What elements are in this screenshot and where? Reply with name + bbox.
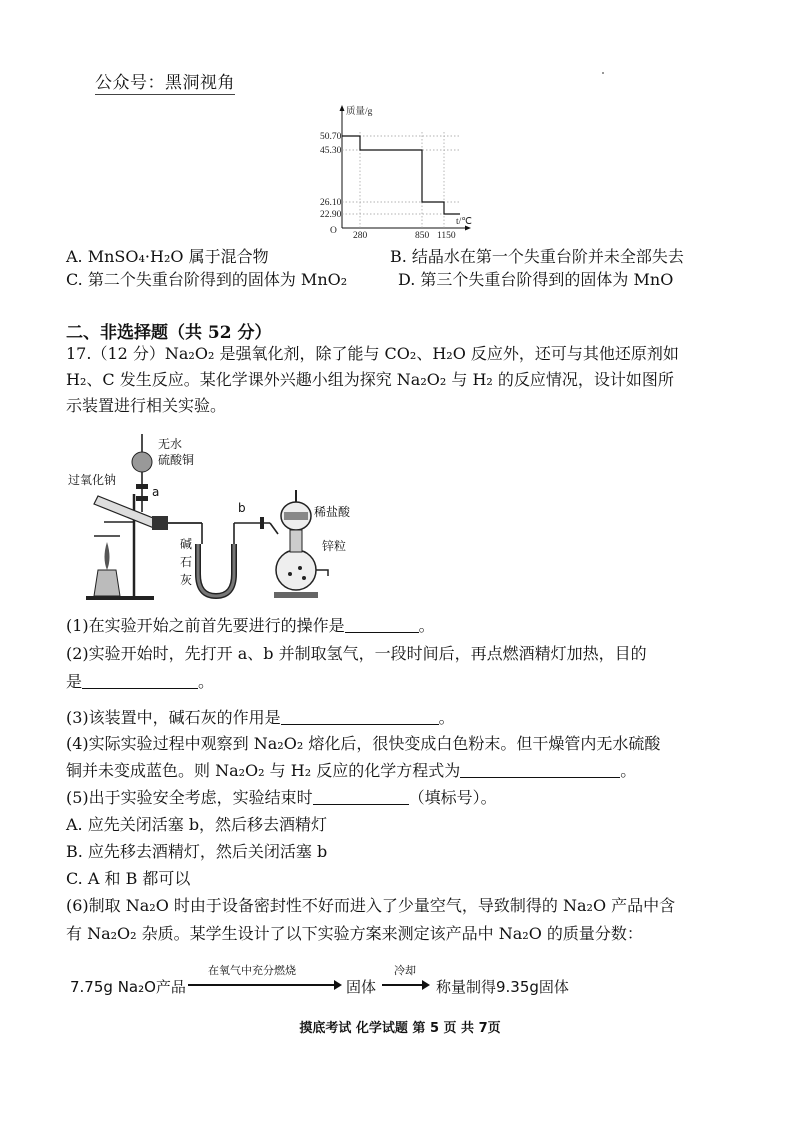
label-hcl: 稀盐酸 bbox=[314, 505, 351, 519]
y-tick-label: 26.10 bbox=[320, 198, 342, 208]
q17-part-5-option-b: B. 应先移去酒精灯，然后关闭活塞 b bbox=[66, 842, 328, 861]
flow-arrow-2 bbox=[382, 984, 426, 986]
flow-mid: 固体 bbox=[346, 978, 377, 996]
q17-part-4-line-1: (4)实际实验过程中观察到 Na₂O₂ 熔化后，很快变成白色粉末。但干燥管内无水硫酸 bbox=[66, 734, 661, 753]
option-a: A. MnSO₄·H₂O 属于混合物 bbox=[66, 247, 269, 266]
x-tick-label: 1150 bbox=[437, 231, 456, 241]
q17-part-1 bbox=[66, 613, 435, 639]
page-footer: 摸底考试 化学试题 第 5 页 共 7页 bbox=[299, 1021, 501, 1036]
q17-part-5 bbox=[66, 785, 497, 811]
option-d: D. 第三个失重台阶得到的固体为 MnO bbox=[398, 270, 674, 289]
q17-part-5-text: (5)出于实验安全考虑，实验结束时 bbox=[66, 788, 313, 807]
q17-intro-line-3: 示装置进行相关实验。 bbox=[66, 396, 227, 415]
x-axis-label: t/℃ bbox=[456, 217, 472, 227]
flow-arrow-2-head bbox=[422, 980, 430, 990]
flow-arrow-1-head bbox=[334, 980, 342, 990]
q17-part-3 bbox=[66, 705, 455, 731]
x-tick-label: 280 bbox=[353, 231, 368, 241]
answer-blank-2[interactable] bbox=[82, 670, 198, 689]
y-tick-label: 50.70 bbox=[320, 132, 342, 142]
q17-part-1-text: (1)在实验开始之前首先要进行的操作是 bbox=[66, 616, 345, 635]
y-axis-label: 质量/g bbox=[346, 107, 373, 117]
q17-part-2-line-2 bbox=[66, 669, 214, 695]
label-lime-2: 石 bbox=[180, 555, 193, 569]
flow-start: 7.75g Na₂O产品 bbox=[70, 978, 186, 996]
q17-part-6-line-2: 有 Na₂O₂ 杂质。某学生设计了以下实验方案来测定该产品中 Na₂O 的质量分数： bbox=[66, 924, 643, 943]
option-c: C. 第二个失重台阶得到的固体为 MnO₂ bbox=[66, 270, 348, 289]
q17-part-2-end: 。 bbox=[198, 672, 215, 691]
q17-part-4-text: 铜并未变成蓝色。则 Na₂O₂ 与 H₂ 反应的化学方程式为 bbox=[66, 761, 461, 780]
label-na2o2: 过氧化钠 bbox=[68, 473, 117, 487]
option-b: B. 结晶水在第一个失重台阶并未全部失去 bbox=[390, 247, 684, 266]
label-lime-3: 灰 bbox=[180, 573, 193, 587]
y-tick-label: 22.90 bbox=[320, 210, 342, 220]
label-b: b bbox=[238, 501, 246, 515]
flow-arrow-1 bbox=[188, 984, 338, 986]
watermark-text: 公众号：黑洞视角 bbox=[95, 68, 235, 95]
q17-intro-line-1: 17.（12 分）Na₂O₂ 是强氧化剂，除了能与 CO₂、H₂O 反应外，还可与其他还原剂如 bbox=[66, 344, 679, 363]
apparatus-figure bbox=[64, 424, 384, 608]
flow-end: 称量制得9.35g固体 bbox=[436, 978, 569, 996]
q17-part-3-text: (3)该装置中，碱石灰的作用是 bbox=[66, 708, 281, 727]
q17-part-3-end: 。 bbox=[438, 708, 455, 727]
y-tick-label: 45.30 bbox=[320, 146, 342, 156]
mass-temperature-chart bbox=[320, 102, 480, 242]
flow-diagram bbox=[70, 958, 630, 998]
flow-arrow-1-label: 在氧气中充分燃烧 bbox=[208, 964, 296, 977]
q17-part-4-end: 。 bbox=[620, 761, 637, 780]
label-lime-1: 碱 bbox=[180, 537, 193, 551]
q17-part-2-line-1: (2)实验开始时，先打开 a、b 并制取氢气，一段时间后，再点燃酒精灯加热，目的 bbox=[66, 644, 647, 663]
q17-part-1-end: 。 bbox=[418, 616, 435, 635]
q17-part-6-line-1: (6)制取 Na₂O 时由于设备密封性不好而进入了少量空气，导致制得的 Na₂O 产品中含 bbox=[66, 896, 676, 915]
x-tick-label: 850 bbox=[415, 231, 430, 241]
q17-part-5-end: （填标号）。 bbox=[408, 788, 497, 807]
answer-blank-4[interactable] bbox=[460, 759, 620, 778]
section-title: 二、非选择题（共 52 分） bbox=[66, 323, 272, 343]
answer-blank-3[interactable] bbox=[281, 706, 439, 725]
label-cuso4-1: 无水 bbox=[158, 437, 183, 451]
answer-blank-1[interactable] bbox=[345, 614, 419, 633]
answer-blank-5[interactable] bbox=[313, 786, 409, 805]
chart-ticks bbox=[320, 132, 456, 241]
q17-part-5-option-c: C. A 和 B 都可以 bbox=[66, 869, 191, 888]
q17-part-5-option-a: A. 应先关闭活塞 b，然后移去酒精灯 bbox=[66, 815, 328, 834]
label-zn: 锌粒 bbox=[322, 539, 347, 553]
label-cuso4-2: 硫酸铜 bbox=[158, 453, 195, 467]
speck bbox=[602, 72, 604, 74]
y-arrow bbox=[340, 105, 345, 111]
q17-part-4-line-2 bbox=[66, 758, 636, 784]
label-a: a bbox=[152, 485, 160, 499]
origin-label: O bbox=[330, 226, 337, 236]
q17-part-2-text: 是 bbox=[66, 672, 83, 691]
q17-intro-line-2: H₂、C 发生反应。某化学课外兴趣小组为探究 Na₂O₂ 与 H₂ 的反应情况，设计如图所 bbox=[66, 370, 674, 389]
flow-arrow-2-label: 冷却 bbox=[394, 964, 416, 977]
